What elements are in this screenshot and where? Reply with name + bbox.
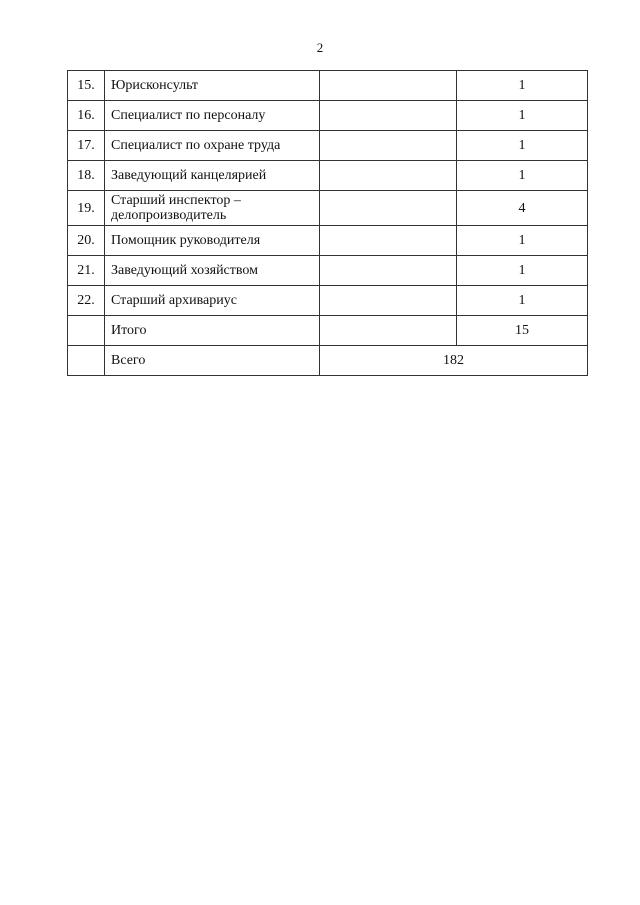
subtotal-label: Итого [105, 316, 320, 346]
table-row [68, 161, 588, 191]
empty-cell [68, 316, 105, 346]
position-name-line: Старший инспектор – [111, 193, 241, 208]
position-count: 1 [457, 101, 588, 131]
empty-cell [320, 316, 457, 346]
position-count: 1 [457, 131, 588, 161]
table-row [68, 286, 588, 316]
empty-cell [320, 101, 457, 131]
empty-cell [320, 226, 457, 256]
position-name: Специалист по охране труда [105, 131, 320, 161]
position-name: Юрисконсульт [105, 71, 320, 101]
position-name-line: делопроизводитель [111, 208, 227, 223]
empty-cell [320, 286, 457, 316]
row-number: 19. [68, 191, 105, 226]
position-count: 1 [457, 256, 588, 286]
row-number: 22. [68, 286, 105, 316]
staff-table [67, 70, 588, 376]
page-number: 2 [316, 40, 324, 55]
position-name: Заведующий канцелярией [105, 161, 320, 191]
position-name: Старший архивариус [105, 286, 320, 316]
row-number: 16. [68, 101, 105, 131]
table-row [68, 226, 588, 256]
position-count: 1 [457, 286, 588, 316]
empty-cell [320, 131, 457, 161]
position-name [105, 191, 320, 226]
subtotal-count: 15 [457, 316, 588, 346]
empty-cell [320, 161, 457, 191]
empty-cell [320, 71, 457, 101]
table-row [68, 131, 588, 161]
empty-cell [320, 191, 457, 226]
position-count: 1 [457, 71, 588, 101]
subtotal-row [68, 316, 588, 346]
row-number: 17. [68, 131, 105, 161]
table-row [68, 101, 588, 131]
grand-total-label: Всего [105, 346, 320, 376]
table-row [68, 191, 588, 226]
row-number: 20. [68, 226, 105, 256]
empty-cell [68, 346, 105, 376]
position-name: Специалист по персоналу [105, 101, 320, 131]
position-count: 1 [457, 161, 588, 191]
grand-total-row [68, 346, 588, 376]
position-count: 4 [457, 191, 588, 226]
grand-total-count: 182 [320, 346, 588, 376]
position-name: Помощник руководителя [105, 226, 320, 256]
row-number: 21. [68, 256, 105, 286]
row-number: 18. [68, 161, 105, 191]
table-row [68, 71, 588, 101]
position-count: 1 [457, 226, 588, 256]
empty-cell [320, 256, 457, 286]
row-number: 15. [68, 71, 105, 101]
position-name: Заведующий хозяйством [105, 256, 320, 286]
table-row [68, 256, 588, 286]
